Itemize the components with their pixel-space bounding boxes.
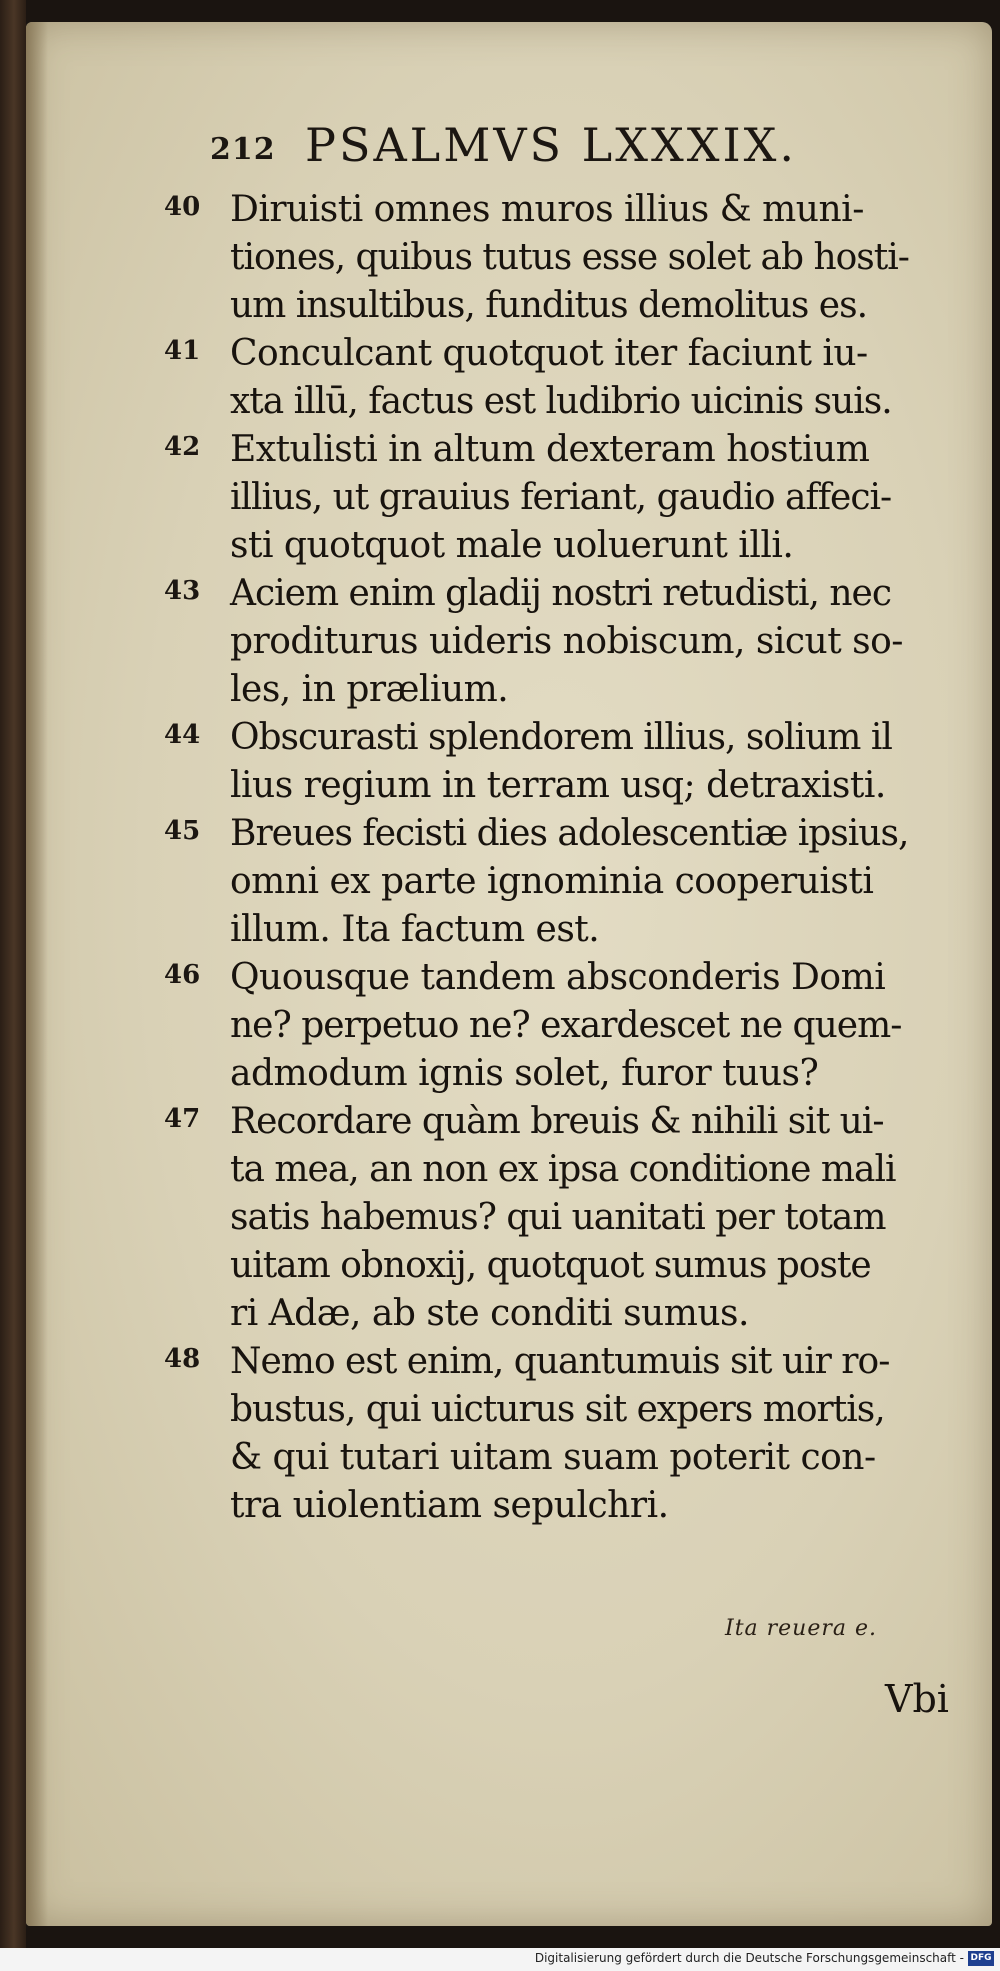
- catchword: Vbi: [885, 1677, 949, 1721]
- verse-number: 47: [164, 1104, 201, 1134]
- verse-line: omni ex parte ignominia cooperuisti: [230, 861, 874, 902]
- page-title: PSALMVS LXXXIX.: [305, 118, 798, 172]
- verse-line: Conculcant quotquot iter faciunt iu-: [230, 333, 868, 374]
- verse-number: 48: [164, 1344, 201, 1374]
- verse-line: proditurus uideris nobiscum, sicut so-: [230, 621, 903, 662]
- verse-46: [158, 954, 958, 1098]
- verse-45: [158, 810, 958, 954]
- verse-line: Nemo est enim, quantumuis sit uir ro-: [230, 1341, 890, 1382]
- psalm-text: [158, 186, 958, 1530]
- verse-47: [158, 1098, 958, 1338]
- verse-line: admodum ignis solet, furor tuus?: [230, 1053, 819, 1094]
- verse-line: Obscurasti splendorem illius, solium il: [230, 717, 892, 758]
- dfg-logo: DFG: [968, 1951, 994, 1966]
- verse-41: [158, 330, 958, 426]
- funding-credit: Digitalisierung gefördert durch die Deutsche Forschungsgemeinschaft -: [534, 1951, 964, 1965]
- verse-40: [158, 186, 958, 330]
- verse-line: Breues fecisti dies adolescentiæ ipsius,: [230, 813, 909, 854]
- verse-line: ta mea, an non ex ipsa conditione mali: [230, 1149, 896, 1190]
- verse-42: [158, 426, 958, 570]
- verse-line: Aciem enim gladij nostri retudisti, nec: [230, 573, 892, 614]
- verse-line: bustus, qui uicturus sit expers mortis,: [230, 1389, 885, 1430]
- verse-line: uitam obnoxij, quotquot sumus poste: [230, 1245, 871, 1286]
- verse-line: tra uiolentiam sepulchri.: [230, 1485, 669, 1526]
- verse-line: sti quotquot male uoluerunt illi.: [230, 525, 794, 566]
- binding-shadow: [26, 22, 48, 1926]
- verse-number: 40: [164, 192, 201, 222]
- verse-number: 44: [164, 720, 201, 750]
- verse-line: ne? perpetuo ne? exardescet ne quem-: [230, 1005, 902, 1046]
- verse-line: illius, ut grauius feriant, gaudio affeci-: [230, 477, 892, 518]
- verse-line: & qui tutari uitam suam poterit con-: [230, 1437, 876, 1478]
- digitization-footer: [0, 1948, 1000, 1971]
- verse-line: Recordare quàm breuis & nihili sit ui-: [230, 1101, 884, 1142]
- verse-line: Quousque tandem absconderis Domi: [230, 957, 886, 998]
- verse-44: [158, 714, 958, 810]
- handwritten-annotation: Ita reuera e.: [725, 1616, 878, 1641]
- verse-line: Diruisti omnes muros illius & muni-: [230, 189, 864, 230]
- verse-number: 45: [164, 816, 201, 846]
- verse-number: 46: [164, 960, 201, 990]
- verse-line: illum. Ita factum est.: [230, 909, 600, 950]
- verse-line: um insultibus, funditus demolitus es.: [230, 285, 868, 326]
- verse-number: 42: [164, 432, 201, 462]
- verse-48: [158, 1338, 958, 1530]
- verse-number: 41: [164, 336, 201, 366]
- running-head: [210, 118, 900, 174]
- verse-line: xta illū, factus est ludibrio uicinis suis.: [230, 381, 892, 422]
- verse-43: [158, 570, 958, 714]
- verse-number: 43: [164, 576, 201, 606]
- verse-line: tiones, quibus tutus esse solet ab hosti-: [230, 237, 909, 278]
- verse-line: ri Adæ, ab ste conditi sumus.: [230, 1293, 749, 1334]
- verse-line: satis habemus? qui uanitati per totam: [230, 1197, 886, 1238]
- verse-line: lius regium in terram usq; detraxisti.: [230, 765, 886, 806]
- verse-line: Extulisti in altum dexteram hostium: [230, 429, 870, 470]
- verse-line: les, in prælium.: [230, 669, 509, 710]
- page-number: 212: [210, 132, 276, 167]
